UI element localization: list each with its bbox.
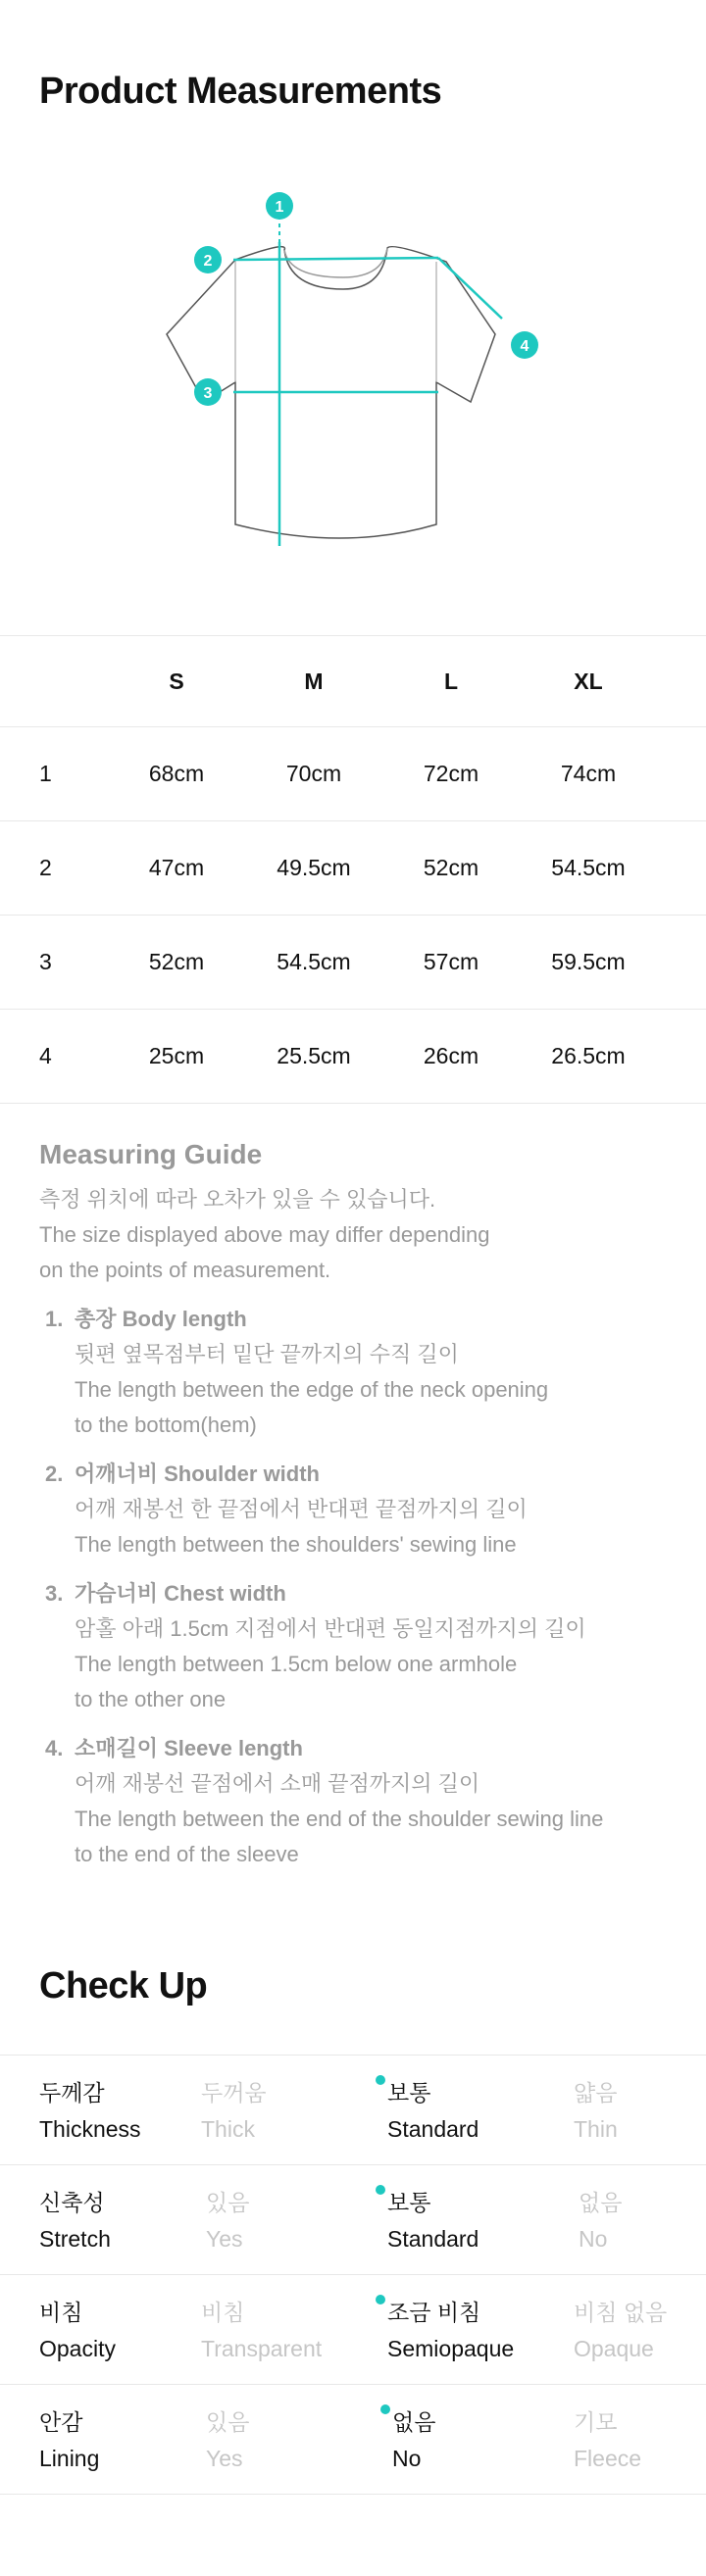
option: 없음 No [579, 2190, 623, 2252]
item-heading: 어깨너비 Shoulder width [75, 1461, 320, 1486]
list-item [39, 1731, 686, 1872]
attribute-label: 안감 Lining [39, 2409, 100, 2471]
item-text-en: to the end of the sleeve [75, 1842, 299, 1866]
shoulder-width-line [233, 258, 438, 260]
table-cell: 70cm [285, 761, 342, 786]
size-table-header [0, 636, 706, 727]
item-text-en: The length between the shoulders' sewing line [75, 1532, 517, 1557]
guide-title: Measuring Guide [39, 1139, 263, 1169]
row-label: 4 [39, 1043, 52, 1068]
measuring-guide [39, 1139, 686, 1886]
attribute-label: 비침 Opacity [39, 2300, 116, 2361]
table-cell: 74cm [560, 761, 617, 786]
guide-intro-en-2: on the points of measurement. [39, 1258, 331, 1282]
header-cell-s: S [169, 668, 184, 694]
item-number: 2. [45, 1461, 64, 1486]
marker-1 [266, 192, 293, 220]
option: 비침 없음 Opaque [574, 2300, 668, 2361]
option-selected: 보통 Standard [387, 2075, 479, 2148]
marker-3 [194, 378, 222, 406]
guide-intro-en-1: The size displayed above may differ depending [39, 1222, 490, 1247]
guide-intro-ko: 측정 위치에 따라 오차가 있을 수 있습니다. [39, 1187, 436, 1212]
selected-dot-icon [376, 2295, 385, 2304]
item-text-ko: 어깨 재봉선 끝점에서 소매 끝점까지의 길이 [75, 1771, 480, 1796]
item-heading: 가슴너비 Chest width [75, 1581, 286, 1606]
option: 얇음 Thin [574, 2080, 618, 2142]
item-heading: 소매길이 Sleeve length [75, 1736, 303, 1760]
checkup-row-stretch [0, 2165, 706, 2275]
table-row [0, 821, 706, 916]
table-cell: 25.5cm [277, 1043, 351, 1068]
table-row [0, 727, 706, 821]
list-item [39, 1576, 686, 1717]
table-cell: 59.5cm [551, 949, 626, 974]
checkup-row-lining [0, 2385, 706, 2495]
row-label: 3 [39, 949, 52, 974]
table-row [0, 1010, 706, 1104]
row-label: 2 [39, 855, 52, 880]
table-cell: 47cm [148, 855, 205, 880]
table-cell: 26cm [423, 1043, 479, 1068]
table-cell: 52cm [148, 949, 205, 974]
header-cell-xl: XL [574, 668, 603, 694]
svg-text:2: 2 [203, 253, 213, 270]
option-selected: 보통 Standard [387, 2185, 479, 2257]
marker-4 [511, 331, 538, 359]
table-cell: 54.5cm [277, 949, 351, 974]
row-label: 1 [39, 761, 52, 786]
checkup-row-opacity [0, 2275, 706, 2385]
item-heading: 총장 Body length [75, 1307, 247, 1331]
page-title: Product Measurements [39, 71, 442, 112]
table-cell: 57cm [423, 949, 479, 974]
header-cell-l: L [443, 668, 459, 694]
marker-2 [194, 246, 222, 273]
item-number: 1. [45, 1307, 64, 1331]
option-selected: 조금 비침 Semiopaque [387, 2295, 514, 2367]
option: 있음 Yes [206, 2190, 250, 2252]
guide-list [39, 1302, 686, 1872]
list-item [39, 1302, 686, 1443]
table-cell: 72cm [423, 761, 479, 786]
tshirt-measurement-diagram [147, 181, 559, 564]
svg-text:4: 4 [520, 338, 530, 355]
item-text-en: The length between the end of the shoulder sewing line [75, 1807, 604, 1831]
checkup-title: Check Up [39, 1965, 208, 2006]
neck-line [284, 248, 387, 277]
option-selected: 없음 No [392, 2404, 435, 2477]
option: 두꺼움 Thick [201, 2080, 267, 2142]
option: 기모 Fleece [574, 2409, 642, 2471]
svg-text:3: 3 [203, 385, 213, 402]
item-text-en: The length between the edge of the neck opening [75, 1377, 549, 1402]
item-text-en: The length between 1.5cm below one armhole [75, 1652, 518, 1676]
attribute-label: 신축성 Stretch [39, 2190, 111, 2252]
table-cell: 49.5cm [277, 855, 351, 880]
item-text-ko: 암홀 아래 1.5cm 지점에서 반대편 동일지점까지의 길이 [75, 1616, 586, 1641]
item-text-ko: 뒷편 옆목점부터 밑단 끝까지의 수직 길이 [75, 1342, 459, 1366]
selected-dot-icon [376, 2185, 385, 2195]
checkup-row-thickness [0, 2056, 706, 2165]
list-item [39, 1457, 686, 1562]
checkup-table [0, 2055, 706, 2495]
table-row [0, 916, 706, 1010]
attribute-label: 두께감 Thickness [39, 2080, 141, 2142]
item-number: 4. [45, 1736, 64, 1760]
table-cell: 26.5cm [551, 1043, 626, 1068]
table-cell: 25cm [148, 1043, 205, 1068]
svg-text:1: 1 [275, 199, 284, 216]
table-cell: 52cm [423, 855, 479, 880]
header-cell-m: M [304, 668, 324, 694]
option: 비침 Transparent [201, 2300, 323, 2361]
selected-dot-icon [376, 2075, 385, 2085]
size-table [0, 635, 706, 1104]
table-cell: 68cm [148, 761, 205, 786]
item-text-en: to the bottom(hem) [75, 1412, 257, 1437]
item-text-ko: 어깨 재봉선 한 끝점에서 반대편 끝점까지의 길이 [75, 1497, 528, 1521]
item-text-en: to the other one [75, 1687, 227, 1711]
sleeve-length-line [438, 258, 502, 319]
selected-dot-icon [380, 2404, 390, 2414]
option: 있음 Yes [206, 2409, 250, 2471]
item-number: 3. [45, 1581, 64, 1606]
table-cell: 54.5cm [551, 855, 626, 880]
